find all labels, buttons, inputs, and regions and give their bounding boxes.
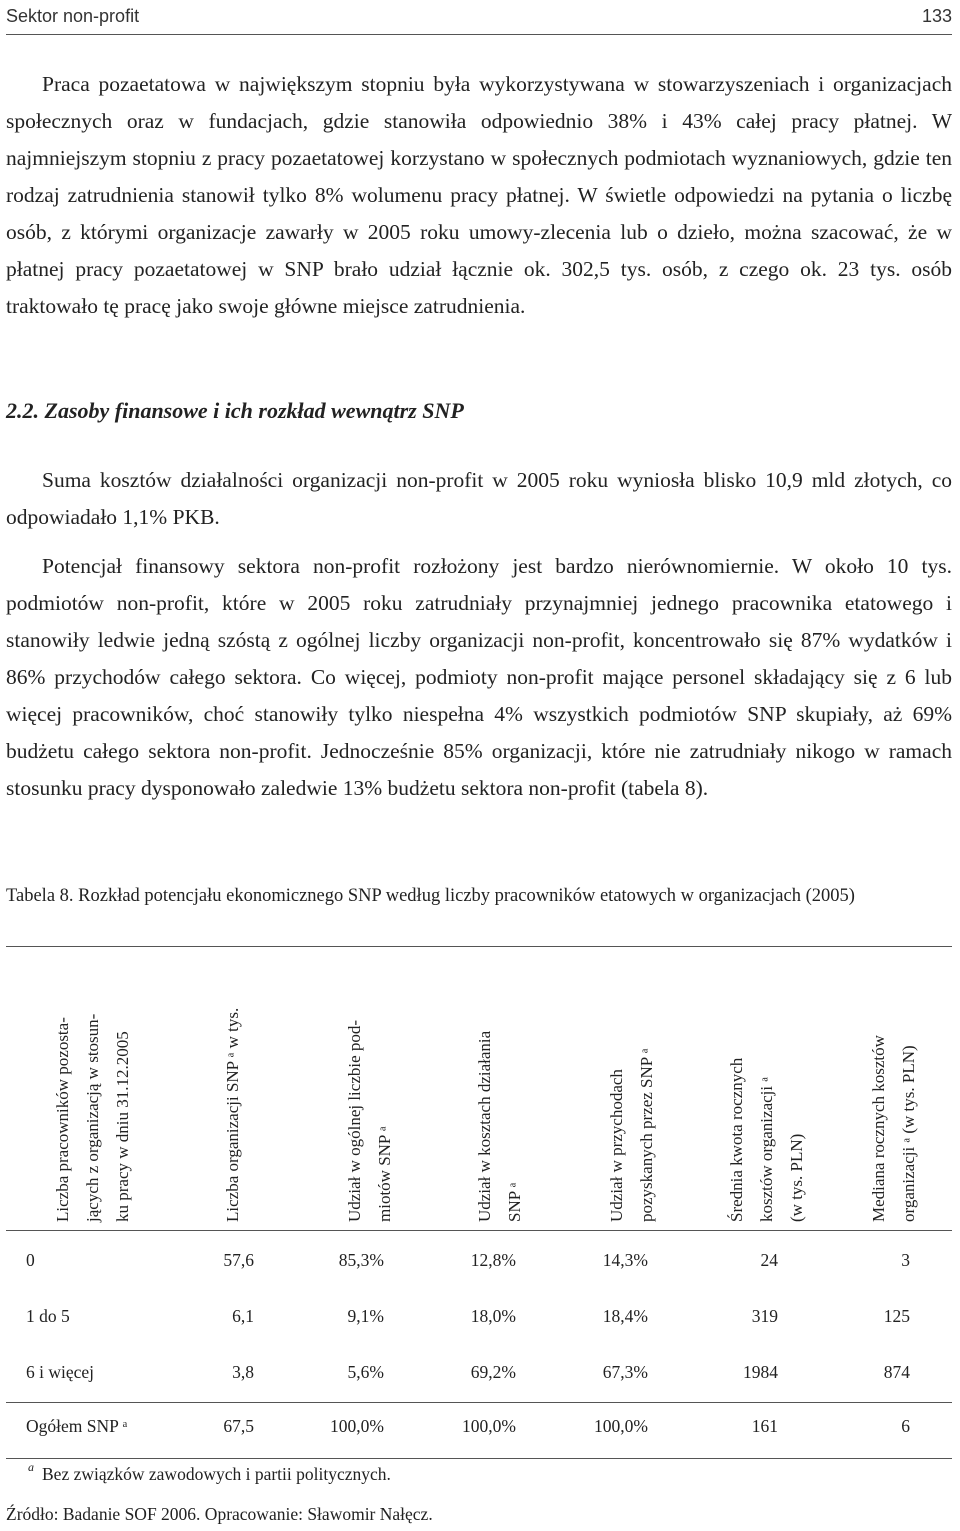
col-header-share-count: Udział w ogólnej liczbie pod- miotów SNP ᵃ (345, 1019, 394, 1222)
cell-employees: 6 i więcej (26, 1362, 95, 1382)
cell-mean-costs: 24 (760, 1250, 778, 1270)
cell-share-costs: 69,2% (470, 1362, 516, 1382)
cell-mean-costs: 161 (751, 1416, 778, 1436)
table-source: Źródło: Badanie SOF 2006. Opracowanie: Sławomir Nałęcz. (6, 1504, 433, 1524)
cell-median-costs: 125 (883, 1306, 910, 1326)
cell-mean-costs: 319 (751, 1306, 778, 1326)
cell-median-costs: 6 (901, 1416, 910, 1436)
page-header (6, 0, 952, 35)
cell-share-revenue: 18,4% (602, 1306, 648, 1326)
table-header-rule (6, 1230, 952, 1231)
table-row (6, 1306, 952, 1336)
table-row (6, 1250, 952, 1280)
cell-share-count: 5,6% (347, 1362, 384, 1382)
footnote-text: Bez związków zawodowych i partii politycznych. (42, 1463, 391, 1484)
cell-org-count: 6,1 (232, 1306, 254, 1326)
paragraph-2: Suma kosztów działalności organizacji non-profit w 2005 roku wyniosła blisko 10,9 mld złotych, co odpowiadało 1,1% PKB. (6, 468, 952, 529)
cell-employees: 1 do 5 (26, 1306, 70, 1326)
cell-share-count: 85,3% (338, 1250, 384, 1270)
cell-share-count: 100,0% (330, 1416, 384, 1436)
paragraph-3: Potencjał finansowy sektora non-profit rozłożony jest bardzo nierównomiernie. W około 10 tys. podmiotów non-profit, które w 2005 roku zatrudniały przynajmniej jednego pracownika etatowego i stanowiły ledwie jedną szóstą z ogólnej liczby organizacji non-profit, koncentrowało się 87% wydatków i 86% przychodów całego sektora. Co więcej, podmioty non-profit mające personel składający się z 6 lub więcej pracowników, choć stanowiły tylko niespełna 4% wszystkich podmiotów SNP skupiały, aż 69% budżetu całego sektora non-profit. Jednocześnie 85% organizacji, które nie zatrudniały nikogo w ramach stosunku pracy dysponowało zaledwie 13% budżetu sektora non-profit (tabela 8). (6, 554, 952, 800)
col-header-mean-costs: Średnia kwota rocznych kosztów organizacji ᵃ (w tys. PLN) (727, 1057, 806, 1222)
table-total-rule (6, 1402, 952, 1403)
footnote-marker: a (28, 1460, 34, 1474)
table-bottom-rule (6, 1458, 952, 1459)
cell-share-count: 9,1% (347, 1306, 384, 1326)
table-caption: Tabela 8. Rozkład potencjału ekonomicznego SNP według liczby pracowników etatowych w organizacjach (2005) (6, 886, 855, 906)
cell-employees: Ogółem SNP ᵃ (26, 1416, 128, 1436)
col-header-median-costs: Mediana rocznych kosztów organizacji ᵃ (w tys. PLN) (869, 1035, 918, 1222)
cell-org-count: 57,6 (223, 1250, 254, 1270)
cell-share-costs: 18,0% (470, 1306, 516, 1326)
col-header-share-revenue: Udział w przychodach pozyskanych przez SNP ᵃ (607, 1048, 656, 1222)
cell-share-costs: 12,8% (470, 1250, 516, 1270)
cell-org-count: 3,8 (232, 1362, 254, 1382)
table-footnote (6, 1462, 391, 1485)
cell-mean-costs: 1984 (743, 1362, 778, 1382)
paragraph-1: Praca pozaetatowa w największym stopniu była wykorzystywana w stowarzyszeniach i organizacjach społecznych oraz w fundacjach, gdzie stanowiła odpowiednio 38% i 43% całej pracy płatnej. W najmniejszym stopniu z pracy pozaetatowej korzystano w społecznych podmiotach wyznaniowych, gdzie ten rodzaj zatrudnienia stanowił tylko 8% wolumenu pracy płatnej. W świetle odpowiedzi na pytania o liczbę osób, z którymi organizacje zawarły w 2005 roku umowy-zlecenia lub o dzieło, można szacować, że w płatnej pracy pozaetatowej w SNP brało udział łącznie ok. 302,5 tys. osób, z czego ok. 23 tys. osób traktowało tę pracę jako swoje główne miejsce zatrudnienia. (6, 72, 952, 318)
cell-median-costs: 874 (883, 1362, 910, 1382)
cell-employees: 0 (26, 1250, 35, 1270)
page-number: 133 (921, 6, 952, 26)
cell-share-revenue: 100,0% (594, 1416, 648, 1436)
cell-median-costs: 3 (901, 1250, 910, 1270)
table-top-rule (6, 946, 952, 947)
table-row-total (6, 1416, 952, 1446)
cell-share-revenue: 67,3% (602, 1362, 648, 1382)
cell-share-costs: 100,0% (462, 1416, 516, 1436)
cell-share-revenue: 14,3% (602, 1250, 648, 1270)
table-row (6, 1362, 952, 1392)
col-header-employees: Liczba pracowników pozosta- jących z organizacją w stosun- ku pracy w dniu 31.12.2005 (53, 1013, 132, 1222)
col-header-share-costs: Udział w kosztach działania SNP ᵃ (475, 1030, 524, 1222)
col-header-org-count: Liczba organizacji SNP ᵃ w tys. (223, 1007, 242, 1222)
running-title: Sektor non-profit (6, 6, 140, 26)
section-title: 2.2. Zasoby finansowe i ich rozkład wewnątrz SNP (6, 398, 464, 423)
cell-org-count: 67,5 (223, 1416, 254, 1436)
